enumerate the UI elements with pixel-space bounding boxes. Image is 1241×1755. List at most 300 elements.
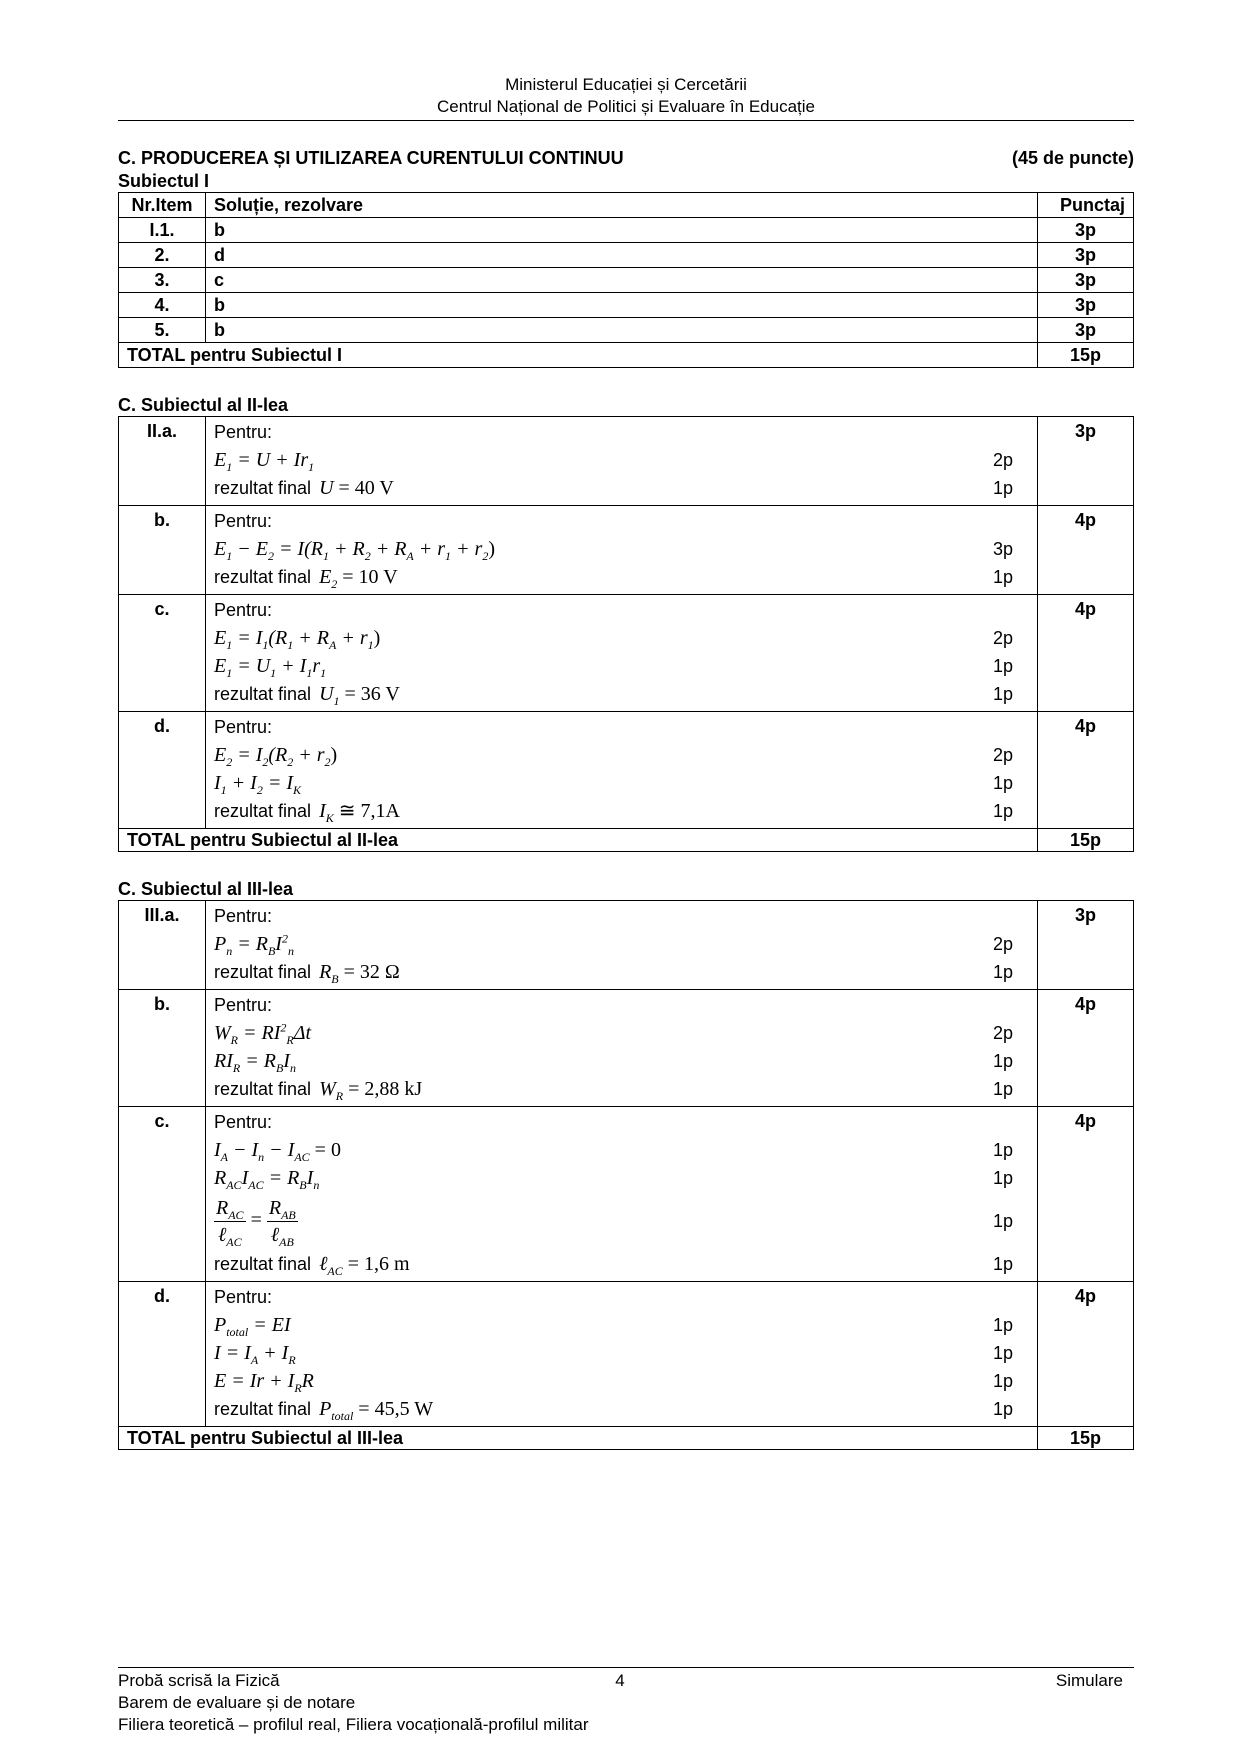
table-row	[119, 318, 1134, 343]
formula-part: = R	[232, 933, 268, 955]
line-points: 3p	[993, 539, 1014, 559]
table-row	[119, 268, 1134, 293]
formula	[319, 1398, 434, 1423]
formula	[319, 961, 400, 986]
formula-part: 1	[306, 666, 313, 680]
line-points: 2p	[993, 934, 1014, 954]
item-points: 3p	[1038, 268, 1134, 293]
line-points: 1p	[993, 962, 1014, 982]
formula-part: P	[214, 933, 227, 955]
formula-part: E	[214, 627, 227, 649]
final-result-label: rezultat final	[214, 684, 312, 704]
formula	[214, 449, 315, 474]
formula-part: 1	[226, 638, 233, 652]
formula-part: 1	[226, 460, 233, 474]
formula-part: )	[488, 538, 495, 560]
formula-part: 1	[270, 666, 277, 680]
formula-wrap	[214, 769, 301, 797]
formula-part: R	[232, 1061, 241, 1075]
formula-line	[214, 624, 1029, 652]
total-points: 15p	[1038, 1427, 1134, 1450]
formula-part: 1	[262, 638, 269, 652]
formula-part: B	[267, 944, 276, 958]
formula-part: W	[319, 1078, 336, 1100]
item-points: 3p	[1038, 318, 1134, 343]
formula-part: AB	[281, 1207, 296, 1222]
formula-part: AC	[248, 1178, 264, 1192]
formula-part: ℓ	[270, 1223, 280, 1246]
intro-line	[214, 418, 1029, 446]
total-label: TOTAL pentru Subiectul I	[119, 343, 1038, 368]
formula-part: total	[331, 1409, 354, 1423]
formula-wrap	[214, 1311, 291, 1339]
solution-block	[119, 595, 1134, 712]
formula-part: 1	[226, 666, 233, 680]
item-number: 4.	[119, 293, 206, 318]
intro-text: Pentru:	[214, 511, 273, 531]
formula-part: n	[226, 944, 233, 958]
formula-part: n	[287, 944, 294, 958]
formula-part: A	[406, 549, 414, 563]
total-row	[119, 829, 1134, 852]
formula-part: AC	[228, 1207, 244, 1222]
intro-line	[214, 902, 1029, 930]
formula-part: (R	[268, 744, 288, 766]
formula-part: Δt	[293, 1022, 312, 1044]
formula-part: AC	[327, 1264, 343, 1278]
line-points: 1p	[993, 773, 1014, 793]
formula-part: U	[319, 477, 334, 499]
final-result-label: rezultat final	[214, 962, 312, 982]
section-heading	[118, 147, 1134, 169]
footer-exam: Probă scrisă la Fizică	[118, 1671, 280, 1690]
table-header-row	[119, 193, 1134, 218]
intro-text: Pentru:	[214, 1287, 273, 1307]
formula-wrap	[214, 1367, 314, 1395]
subject-3-table	[118, 900, 1134, 1450]
line-points: 1p	[993, 1315, 1014, 1335]
formula-part: R	[319, 961, 332, 983]
formula	[214, 538, 495, 563]
table-row	[119, 243, 1134, 268]
formula-part: 1	[220, 783, 227, 797]
formula-part: 1	[226, 549, 233, 563]
formula-part: + r	[451, 538, 483, 560]
formula-part: E	[319, 566, 332, 588]
formula-part: K	[325, 811, 334, 825]
formula-part: I	[214, 772, 221, 794]
line-points: 2p	[993, 1023, 1014, 1043]
formula-wrap	[214, 535, 495, 563]
total-row	[119, 343, 1134, 368]
line-points: 2p	[993, 628, 1014, 648]
formula	[319, 1078, 423, 1103]
item-points: 3p	[1038, 293, 1134, 318]
formula-wrap	[214, 474, 394, 502]
formula-part: I	[214, 1139, 221, 1161]
formula-part: = U + Ir	[232, 449, 309, 471]
item-number: III.a.	[119, 901, 206, 990]
formula-part: = EI	[248, 1314, 291, 1336]
formula-part: − E	[232, 538, 268, 560]
formula-line	[214, 474, 1029, 502]
subject-2-title: C. Subiectul al II-lea	[118, 395, 289, 415]
formula-part: P	[214, 1314, 227, 1336]
formula-part: 1	[320, 666, 327, 680]
formula	[214, 1196, 298, 1249]
formula-line	[214, 680, 1029, 708]
footer-session: Simulare	[1055, 1671, 1123, 1690]
total-label: TOTAL pentru Subiectul al III-lea	[119, 1427, 1038, 1450]
solution-block	[119, 1282, 1134, 1427]
formula-part: + R	[293, 627, 329, 649]
formula-line	[214, 1075, 1029, 1103]
formula-wrap	[214, 741, 337, 769]
formula-part: n	[289, 1061, 296, 1075]
formula-part: AC	[294, 1150, 310, 1164]
formula-part: + r	[336, 627, 368, 649]
formula-part: + I	[276, 655, 307, 677]
formula-line	[214, 1136, 1029, 1164]
formula-part: AB	[279, 1234, 294, 1249]
header-divider	[118, 120, 1134, 121]
formula	[214, 1020, 312, 1047]
formula-line	[214, 1019, 1029, 1047]
formula-part: total	[226, 1325, 249, 1339]
formula-part: = 0	[309, 1139, 341, 1161]
final-result-label: rezultat final	[214, 1399, 312, 1419]
formula-wrap	[214, 1395, 433, 1423]
solution-cell	[206, 712, 1038, 829]
formula-part: = 45,5 W	[353, 1398, 434, 1420]
formula	[214, 772, 301, 797]
solution-block	[119, 990, 1134, 1107]
formula-part: AC	[226, 1234, 242, 1249]
formula-part: R	[335, 1089, 344, 1103]
table-row	[119, 293, 1134, 318]
line-points: 1p	[993, 1079, 1014, 1099]
solution-block	[119, 417, 1134, 506]
intro-line	[214, 713, 1029, 741]
formula-wrap	[214, 1250, 410, 1278]
footer-filiera: Filiera teoretică – profilul real, Filiera vocațională-profilul militar	[118, 1715, 589, 1734]
item-number: d.	[119, 712, 206, 829]
line-points: 2p	[993, 745, 1014, 765]
solution-block	[119, 506, 1134, 595]
formula-line	[214, 1047, 1029, 1075]
item-number: I.1.	[119, 218, 206, 243]
item-number: b.	[119, 506, 206, 595]
formula-wrap	[214, 680, 400, 708]
intro-line	[214, 596, 1029, 624]
formula	[214, 1314, 291, 1339]
total-points: 15p	[1038, 829, 1134, 852]
final-result-label: rezultat final	[214, 1254, 312, 1274]
line-points: 1p	[993, 1051, 1014, 1071]
answer: d	[206, 243, 1038, 268]
header-ministry: Ministerul Educației și Cercetării	[505, 75, 747, 94]
line-points: 1p	[993, 1399, 1014, 1419]
formula-part: A	[220, 1150, 229, 1164]
formula-part: R	[216, 1196, 229, 1219]
answer: b	[206, 218, 1038, 243]
intro-text: Pentru:	[214, 422, 273, 442]
item-points: 4p	[1038, 595, 1134, 712]
formula-part: + I	[258, 1342, 289, 1364]
formula-part: U	[319, 683, 334, 705]
formula-line	[214, 797, 1029, 825]
formula-wrap	[214, 624, 380, 652]
formula-part: E	[214, 655, 227, 677]
formula-part: 1	[333, 694, 340, 708]
subject-3-title: C. Subiectul al III-lea	[118, 879, 294, 899]
formula	[214, 1370, 314, 1395]
formula-part: R	[286, 1033, 294, 1047]
formula-part: = 1,6 m	[342, 1253, 410, 1275]
formula-part: 1	[287, 638, 294, 652]
formula-line	[214, 652, 1029, 680]
item-points: 4p	[1038, 1282, 1134, 1427]
solution-cell	[206, 901, 1038, 990]
formula-line	[214, 1192, 1029, 1250]
formula-part: A	[250, 1353, 259, 1367]
formula-part: B	[275, 1061, 284, 1075]
solution-cell	[206, 990, 1038, 1107]
fraction	[214, 1195, 246, 1248]
formula-part: = 36 V	[339, 683, 400, 705]
formula-part: I	[319, 800, 326, 822]
table-row	[119, 218, 1134, 243]
formula-part: n	[313, 1178, 320, 1192]
line-points: 1p	[993, 1254, 1014, 1274]
column-header: Nr.Item	[119, 193, 206, 218]
formula	[319, 683, 400, 708]
formula-line	[214, 1311, 1029, 1339]
line-points: 1p	[993, 567, 1014, 587]
line-points: 1p	[993, 1343, 1014, 1363]
formula-part: ≅ 7,1A	[333, 800, 400, 822]
item-number: 3.	[119, 268, 206, 293]
formula-line	[214, 769, 1029, 797]
intro-text: Pentru:	[214, 906, 273, 926]
page-number: 4	[615, 1671, 625, 1690]
formula-part: − I	[264, 1139, 295, 1161]
intro-text: Pentru:	[214, 1112, 273, 1132]
intro-text: Pentru:	[214, 717, 273, 737]
intro-text: Pentru:	[214, 995, 273, 1015]
formula-part: A	[328, 638, 337, 652]
answer: b	[206, 293, 1038, 318]
formula-part: 1	[445, 549, 452, 563]
item-number: c.	[119, 595, 206, 712]
formula-line	[214, 1367, 1029, 1395]
formula	[214, 655, 327, 680]
total-row	[119, 1427, 1134, 1450]
fraction	[267, 1195, 298, 1248]
page-content	[118, 74, 1134, 1450]
formula-part: + R	[370, 538, 407, 560]
formula-part: + r	[413, 538, 446, 560]
total-points: 15p	[1038, 343, 1134, 368]
formula-wrap	[214, 1047, 296, 1075]
formula-part: I	[241, 1167, 249, 1189]
formula-wrap	[214, 1164, 319, 1192]
formula-wrap	[214, 563, 398, 591]
column-header: Soluție, rezolvare	[206, 193, 1038, 218]
formula-part: + R	[328, 538, 365, 560]
formula-part: E	[214, 449, 227, 471]
formula-line	[214, 1164, 1029, 1192]
final-result-label: rezultat final	[214, 478, 312, 498]
line-points: 1p	[993, 1168, 1014, 1188]
formula-wrap	[214, 797, 400, 825]
formula-line	[214, 563, 1029, 591]
item-number: d.	[119, 1282, 206, 1427]
formula-part: = RI	[238, 1022, 281, 1044]
formula-wrap	[214, 1075, 422, 1103]
fraction-denominator	[214, 1222, 246, 1248]
fraction-numerator	[214, 1195, 246, 1222]
formula-part: E	[214, 744, 227, 766]
fraction-denominator	[267, 1222, 298, 1248]
footer-divider	[118, 1667, 1134, 1668]
final-result-label: rezultat final	[214, 801, 312, 821]
formula-part: = 2,88 kJ	[343, 1078, 423, 1100]
formula	[214, 627, 381, 652]
formula	[319, 800, 400, 825]
formula-part: = 40 V	[333, 477, 394, 499]
subject-2-table	[118, 416, 1134, 852]
formula-part: = I	[232, 627, 263, 649]
formula-wrap	[214, 1339, 296, 1367]
formula	[214, 1139, 341, 1164]
formula-part: = I	[232, 744, 263, 766]
formula-part: I = I	[214, 1342, 251, 1364]
solution-block	[119, 901, 1134, 990]
formula-line	[214, 930, 1029, 958]
formula-part: I	[275, 933, 282, 955]
formula-part: R	[268, 1196, 282, 1219]
formula-part: 2	[364, 549, 371, 563]
formula-part: 2	[482, 549, 489, 563]
formula-line	[214, 958, 1029, 986]
formula-part: )	[330, 744, 338, 766]
formula-part: ℓ	[319, 1253, 328, 1275]
intro-text: Pentru:	[214, 600, 273, 620]
formula-part: AC	[226, 1178, 242, 1192]
item-number: b.	[119, 990, 206, 1107]
formula-part: = R	[263, 1167, 300, 1189]
item-points: 3p	[1038, 417, 1134, 506]
section-points: (45 de puncte)	[1011, 148, 1134, 168]
intro-line	[214, 1108, 1029, 1136]
line-points: 1p	[993, 478, 1014, 498]
answer: b	[206, 318, 1038, 343]
line-points: 1p	[993, 1371, 1014, 1391]
formula-part: 2	[262, 755, 269, 769]
formula-part: + I	[226, 772, 257, 794]
formula-wrap	[214, 1136, 341, 1164]
formula-part: R	[301, 1370, 314, 1392]
item-points: 3p	[1038, 218, 1134, 243]
formula-part: + r	[293, 744, 325, 766]
formula-part: = U	[232, 655, 271, 677]
formula-part: − I	[228, 1139, 259, 1161]
formula-part: 2	[226, 755, 233, 769]
formula-part: = R	[240, 1050, 276, 1072]
line-points: 1p	[993, 656, 1014, 676]
formula-part: 2	[331, 577, 338, 591]
formula	[214, 1167, 320, 1192]
item-number: 2.	[119, 243, 206, 268]
formula	[319, 1253, 410, 1278]
solution-cell	[206, 1107, 1038, 1282]
item-number: II.a.	[119, 417, 206, 506]
formula-part: 2	[324, 755, 331, 769]
line-points: 1p	[993, 1140, 1014, 1160]
formula-part: K	[292, 783, 301, 797]
formula-part: 2	[267, 549, 274, 563]
solution-cell	[206, 417, 1038, 506]
final-result-label: rezultat final	[214, 567, 312, 587]
formula	[214, 744, 338, 769]
formula-line	[214, 1250, 1029, 1278]
item-points: 4p	[1038, 1107, 1134, 1282]
formula-part: r	[312, 655, 321, 677]
formula-wrap	[214, 446, 314, 474]
line-points: 2p	[993, 450, 1014, 470]
item-number: 5.	[119, 318, 206, 343]
formula	[214, 1050, 296, 1075]
formula-line	[214, 1395, 1029, 1423]
formula-wrap	[214, 1195, 298, 1248]
formula-wrap	[214, 930, 294, 958]
formula-part: I	[306, 1167, 314, 1189]
formula	[319, 566, 398, 591]
formula-part: B	[331, 972, 339, 986]
fraction-numerator	[267, 1195, 298, 1222]
formula-part: B	[299, 1178, 307, 1192]
formula-part: R	[214, 1167, 227, 1189]
formula-line	[214, 535, 1029, 563]
formula-part: =	[245, 1208, 267, 1231]
formula-line	[214, 741, 1029, 769]
header-center: Centrul Național de Politici și Evaluare în Educație	[437, 97, 815, 116]
column-header: Punctaj	[1038, 193, 1134, 218]
formula-part: 2	[280, 1020, 287, 1035]
formula-part: W	[214, 1022, 231, 1044]
final-result-label: rezultat final	[214, 1079, 312, 1099]
solution-cell	[206, 595, 1038, 712]
item-points: 3p	[1038, 901, 1134, 990]
formula-wrap	[214, 652, 326, 680]
item-points: 4p	[1038, 506, 1134, 595]
formula-part: 1	[367, 638, 374, 652]
formula-part: 1	[322, 549, 329, 563]
line-points: 1p	[993, 1211, 1014, 1231]
formula-part: )	[373, 627, 381, 649]
formula-part: = 10 V	[337, 566, 398, 588]
formula-wrap	[214, 958, 400, 986]
intro-line	[214, 1283, 1029, 1311]
formula	[214, 931, 294, 958]
item-points: 4p	[1038, 712, 1134, 829]
line-points: 1p	[993, 801, 1014, 821]
solution-block	[119, 712, 1134, 829]
formula-part: R	[230, 1033, 239, 1047]
formula-line	[214, 446, 1029, 474]
solution-cell	[206, 1282, 1038, 1427]
